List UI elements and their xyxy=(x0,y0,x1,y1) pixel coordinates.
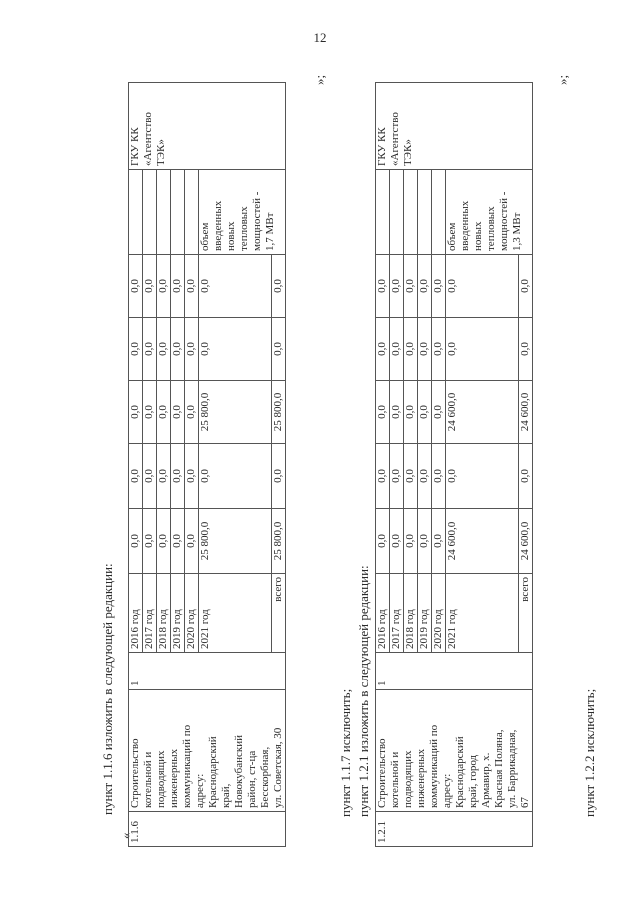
value-cell: 0,0 xyxy=(185,255,199,318)
table-1-end-mark: »; xyxy=(312,74,327,85)
value-cell: 0,0 xyxy=(157,255,171,318)
value-cell: 0,0 xyxy=(143,509,157,574)
total-value: 0,0 xyxy=(272,255,286,318)
year-cell: 2020 год xyxy=(185,574,199,653)
year-cell: 2016 год xyxy=(129,574,143,653)
value-cell: 0,0 xyxy=(143,255,157,318)
value-cell: 0,0 xyxy=(143,444,157,509)
year-cell: 2018 год xyxy=(404,574,418,653)
year-cell: 2017 год xyxy=(390,574,404,653)
value-cell: 25 800,0 xyxy=(199,509,272,574)
value-cell: 0,0 xyxy=(390,444,404,509)
value-cell: 0,0 xyxy=(157,381,171,444)
value-cell: 0,0 xyxy=(129,509,143,574)
value-cell: 0,0 xyxy=(171,381,185,444)
year-cell: 2019 год xyxy=(171,574,185,653)
value-cell: 0,0 xyxy=(418,509,432,574)
total-label: всего xyxy=(272,574,286,653)
value-cell: 0,0 xyxy=(432,381,446,444)
indicator-cell xyxy=(143,170,157,255)
value-cell: 0,0 xyxy=(404,444,418,509)
year-cell: 2020 год xyxy=(432,574,446,653)
measure-name: Строительство котельной и подводящих инженерных коммуникаций по адресу: Краснодарский край, Новокубанский район, ст-ца Бесскорбная, ул. Советская, 30 xyxy=(129,690,286,812)
value-cell: 0,0 xyxy=(376,255,390,318)
indicator-cell: объем введенных новых тепловых мощностей - 1,3 МВт xyxy=(446,170,533,255)
total-value: 25 800,0 xyxy=(272,509,286,574)
value-cell: 0,0 xyxy=(376,381,390,444)
value-cell: 0,0 xyxy=(432,444,446,509)
value-cell: 0,0 xyxy=(418,444,432,509)
value-cell: 0,0 xyxy=(404,509,418,574)
value-cell: 0,0 xyxy=(432,255,446,318)
indicator-cell xyxy=(404,170,418,255)
value-cell: 0,0 xyxy=(404,255,418,318)
organization-cell: ГКУ КК «Агентство ТЭК» xyxy=(376,83,533,170)
indicator-cell xyxy=(171,170,185,255)
value-cell: 0,0 xyxy=(129,381,143,444)
value-cell: 0,0 xyxy=(432,509,446,574)
table-2 xyxy=(375,82,533,847)
indicator-cell xyxy=(418,170,432,255)
table-2-end-mark: »; xyxy=(555,74,570,85)
value-cell: 0,0 xyxy=(143,381,157,444)
row-number: 1.1.6 xyxy=(129,812,286,847)
unit-cell: 1 xyxy=(129,653,286,690)
total-label: всего xyxy=(519,574,533,653)
year-cell: 2021 год xyxy=(199,574,272,653)
intro-2: пункт 1.1.7 исключить; xyxy=(338,688,353,817)
value-cell: 0,0 xyxy=(404,381,418,444)
value-cell: 0,0 xyxy=(390,509,404,574)
value-cell: 0,0 xyxy=(185,318,199,381)
year-cell: 2019 год xyxy=(418,574,432,653)
year-cell: 2017 год xyxy=(143,574,157,653)
value-cell: 0,0 xyxy=(446,444,519,509)
total-value: 24 600,0 xyxy=(519,381,533,444)
value-cell: 0,0 xyxy=(171,509,185,574)
table-row xyxy=(376,83,390,847)
row-number: 1.2.1 xyxy=(376,812,533,847)
year-cell: 2021 год xyxy=(446,574,519,653)
value-cell: 24 600,0 xyxy=(446,509,519,574)
indicator-cell xyxy=(129,170,143,255)
value-cell: 0,0 xyxy=(376,444,390,509)
year-cell: 2016 год xyxy=(376,574,390,653)
value-cell: 0,0 xyxy=(199,318,272,381)
table-row xyxy=(129,83,143,847)
page-number: 12 xyxy=(313,30,327,45)
indicator-cell xyxy=(432,170,446,255)
indicator-cell xyxy=(376,170,390,255)
intro-4: пункт 1.2.2 исключить; xyxy=(582,688,597,817)
value-cell: 24 600,0 xyxy=(446,381,519,444)
value-cell: 0,0 xyxy=(171,318,185,381)
indicator-cell xyxy=(185,170,199,255)
value-cell: 0,0 xyxy=(418,255,432,318)
intro-1: пункт 1.1.6 изложить в следующей редакции: xyxy=(100,563,115,815)
indicator-cell xyxy=(157,170,171,255)
value-cell: 0,0 xyxy=(390,381,404,444)
value-cell: 0,0 xyxy=(143,318,157,381)
value-cell: 0,0 xyxy=(418,318,432,381)
value-cell: 0,0 xyxy=(129,318,143,381)
total-value: 0,0 xyxy=(272,444,286,509)
open-quote: « xyxy=(118,832,133,839)
value-cell: 0,0 xyxy=(446,318,519,381)
value-cell: 0,0 xyxy=(446,255,519,318)
total-value: 0,0 xyxy=(519,444,533,509)
value-cell: 0,0 xyxy=(199,255,272,318)
indicator-cell: объем введенных новых тепловых мощностей - 1,7 МВт xyxy=(199,170,286,255)
value-cell: 0,0 xyxy=(157,509,171,574)
year-cell: 2018 год xyxy=(157,574,171,653)
value-cell: 0,0 xyxy=(390,318,404,381)
value-cell: 0,0 xyxy=(185,509,199,574)
value-cell: 0,0 xyxy=(185,381,199,444)
total-value: 0,0 xyxy=(519,318,533,381)
value-cell: 0,0 xyxy=(418,381,432,444)
value-cell: 0,0 xyxy=(171,255,185,318)
value-cell: 25 800,0 xyxy=(199,381,272,444)
total-value: 25 800,0 xyxy=(272,381,286,444)
total-value: 0,0 xyxy=(272,318,286,381)
value-cell: 0,0 xyxy=(376,318,390,381)
measure-name: Строительство котельной и подводящих инженерных коммуникаций по адресу: Краснодарский край, город Армавир, х. Красная Поляна, ул. Баррикадная, 67 xyxy=(376,690,533,812)
table-1 xyxy=(128,82,286,847)
organization-cell: ГКУ КК «Агентство ТЭК» xyxy=(129,83,286,170)
value-cell: 0,0 xyxy=(376,509,390,574)
total-value: 24 600,0 xyxy=(519,509,533,574)
value-cell: 0,0 xyxy=(199,444,272,509)
indicator-cell xyxy=(390,170,404,255)
value-cell: 0,0 xyxy=(404,318,418,381)
value-cell: 0,0 xyxy=(157,318,171,381)
value-cell: 0,0 xyxy=(171,444,185,509)
value-cell: 0,0 xyxy=(390,255,404,318)
intro-3: пункт 1.2.1 изложить в следующей редакции: xyxy=(356,565,371,817)
unit-cell: 1 xyxy=(376,653,533,690)
value-cell: 0,0 xyxy=(129,255,143,318)
value-cell: 0,0 xyxy=(432,318,446,381)
value-cell: 0,0 xyxy=(129,444,143,509)
total-value: 0,0 xyxy=(519,255,533,318)
value-cell: 0,0 xyxy=(185,444,199,509)
value-cell: 0,0 xyxy=(157,444,171,509)
